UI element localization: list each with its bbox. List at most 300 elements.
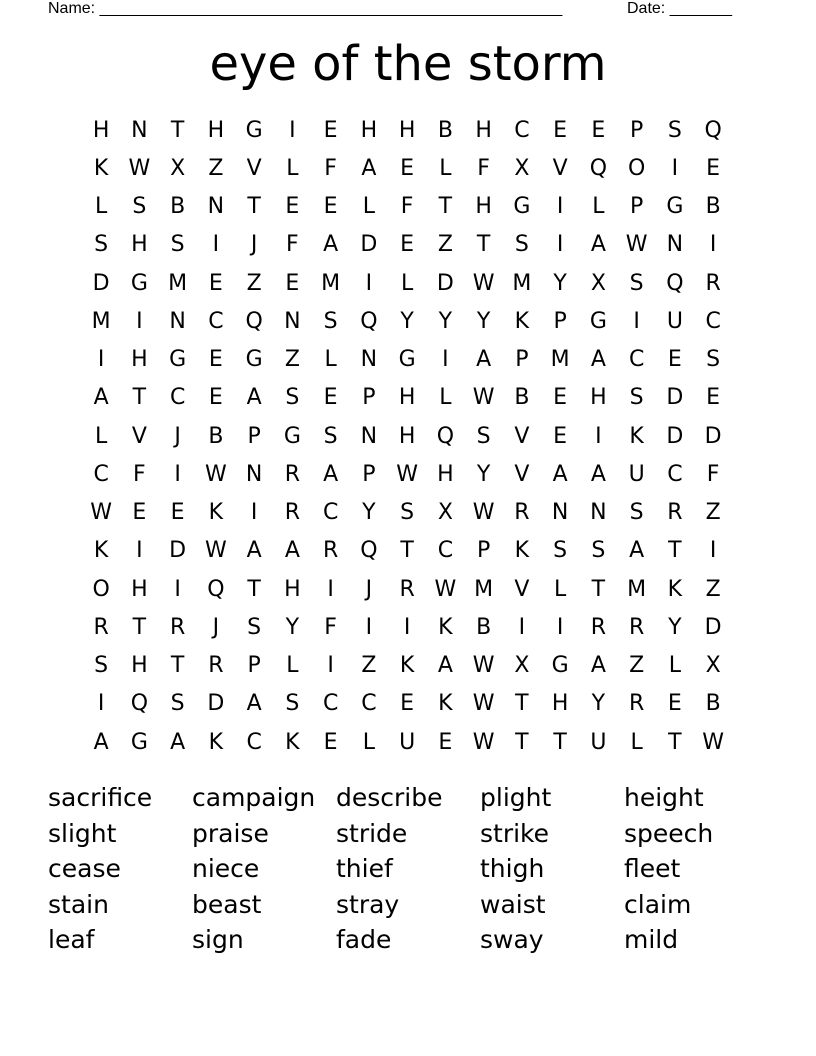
grid-cell: F xyxy=(477,155,490,181)
grid-cell: E xyxy=(170,500,185,526)
grid-cell: S xyxy=(170,691,185,717)
grid-cell: D xyxy=(704,614,722,640)
grid-cell: Q xyxy=(360,308,378,334)
grid-cell: T xyxy=(476,232,491,258)
grid-cell: E xyxy=(400,232,415,258)
grid-cell: E xyxy=(132,500,147,526)
grid-cell: T xyxy=(132,385,147,411)
word-list-item: strike xyxy=(480,818,550,848)
grid-cell: E xyxy=(323,385,338,411)
puzzle-title: eye of the storm xyxy=(209,36,607,92)
grid-cell: A xyxy=(476,347,492,373)
name-field-label: Name: ____________________________________________________ xyxy=(48,0,563,17)
grid-cell: A xyxy=(246,538,262,564)
grid-cell: P xyxy=(476,538,491,564)
word-list-item: stride xyxy=(336,818,408,848)
grid-cell: C xyxy=(246,729,262,755)
grid-cell: J xyxy=(365,576,373,602)
grid-cell: G xyxy=(513,194,531,220)
date-field-label: Date: _______ xyxy=(627,0,732,17)
grid-cell: N xyxy=(360,423,378,449)
grid-cell: Q xyxy=(360,538,378,564)
grid-cell: L xyxy=(94,194,108,220)
grid-cell: E xyxy=(591,117,606,143)
grid-cell: W xyxy=(128,155,151,181)
grid-cell: R xyxy=(284,461,301,487)
grid-cell: I xyxy=(289,117,296,143)
grid-cell: I xyxy=(403,614,411,640)
grid-cell: B xyxy=(437,117,453,143)
grid-cell: T xyxy=(553,729,567,755)
word-list-item: slight xyxy=(48,818,117,848)
grid-cell: C xyxy=(628,347,645,373)
grid-cell: C xyxy=(667,461,683,487)
grid-cell: B xyxy=(208,423,224,449)
grid-cell: I xyxy=(709,538,717,564)
word-list-item: waist xyxy=(480,889,546,919)
grid-cell: M xyxy=(474,576,494,602)
grid-cell: L xyxy=(592,194,605,220)
grid-cell: M xyxy=(550,347,570,373)
grid-cell: Y xyxy=(285,614,300,640)
grid-cell: I xyxy=(709,232,717,258)
grid-cell: I xyxy=(671,155,679,181)
grid-cell: E xyxy=(400,155,415,181)
grid-cell: E xyxy=(667,347,682,373)
grid-cell: S xyxy=(323,308,338,334)
grid-cell: E xyxy=(553,423,568,449)
grid-cell: K xyxy=(208,500,224,526)
grid-cell: H xyxy=(551,691,569,717)
grid-cell: A xyxy=(437,653,453,679)
grid-cell: R xyxy=(667,500,683,526)
grid-cell: F xyxy=(324,155,337,181)
grid-cell: M xyxy=(91,308,111,334)
word-list-item: fade xyxy=(336,925,392,954)
grid-cell: L xyxy=(439,385,452,411)
grid-cell: H xyxy=(131,232,148,258)
grid-cell: E xyxy=(706,385,721,411)
grid-cell: W xyxy=(396,461,418,487)
grid-cell: K xyxy=(514,538,530,564)
grid-cell: D xyxy=(169,538,187,564)
grid-cell: D xyxy=(666,423,684,449)
grid-cell: V xyxy=(246,155,262,181)
grid-cell: B xyxy=(705,194,721,220)
grid-cell: T xyxy=(170,653,185,679)
grid-cell: S xyxy=(629,270,644,296)
grid-cell: K xyxy=(285,729,300,755)
word-list-item: sacrifice xyxy=(48,783,153,812)
grid-cell: G xyxy=(589,308,607,334)
grid-cell: B xyxy=(514,385,530,411)
grid-cell: T xyxy=(515,729,529,755)
grid-cell: H xyxy=(475,194,492,220)
grid-cell: I xyxy=(174,576,181,602)
grid-cell: R xyxy=(628,691,645,717)
grid-cell: U xyxy=(628,461,645,487)
grid-cell: E xyxy=(667,691,682,717)
grid-cell: N xyxy=(169,308,186,334)
grid-cell: P xyxy=(515,347,529,373)
grid-cell: H xyxy=(398,423,416,449)
grid-cell: H xyxy=(131,347,148,373)
grid-cell: Z xyxy=(629,653,645,679)
grid-cell: A xyxy=(246,691,262,717)
grid-cell: Z xyxy=(705,576,721,602)
grid-cell: R xyxy=(322,538,339,564)
grid-cell: Z xyxy=(705,500,721,526)
grid-cell: I xyxy=(327,653,334,679)
grid-cell: C xyxy=(322,500,339,526)
grid-cell: K xyxy=(629,423,644,449)
grid-cell: I xyxy=(97,691,105,717)
grid-cell: W xyxy=(702,729,724,755)
grid-cell: E xyxy=(208,385,223,411)
grid-cell: E xyxy=(323,729,338,755)
grid-cell: A xyxy=(361,155,377,181)
grid-cell: K xyxy=(514,308,530,334)
grid-cell: T xyxy=(438,194,453,220)
grid-cell: N xyxy=(245,461,263,487)
grid-cell: Q xyxy=(245,308,263,334)
grid-cell: J xyxy=(250,232,258,258)
grid-cell: F xyxy=(706,461,720,487)
grid-cell: V xyxy=(552,155,568,181)
grid-cell: Y xyxy=(591,691,606,717)
grid-cell: H xyxy=(475,117,492,143)
grid-cell: R xyxy=(590,614,607,640)
grid-cell: L xyxy=(286,653,299,679)
grid-cell: I xyxy=(212,232,220,258)
grid-cell: S xyxy=(400,500,415,526)
grid-cell: L xyxy=(553,576,567,602)
grid-cell: X xyxy=(437,500,453,526)
grid-cell: W xyxy=(204,538,227,564)
grid-cell: H xyxy=(284,576,301,602)
grid-cell: C xyxy=(93,461,109,487)
letter-grid xyxy=(82,111,732,761)
grid-cell: R xyxy=(169,614,186,640)
grid-cell: W xyxy=(472,270,495,296)
grid-cell: K xyxy=(208,729,224,755)
grid-cell: I xyxy=(136,538,143,564)
grid-cell: L xyxy=(286,155,299,181)
grid-cell: E xyxy=(285,270,300,296)
grid-cell: N xyxy=(131,117,148,143)
grid-cell: T xyxy=(400,538,414,564)
grid-cell: I xyxy=(365,270,373,296)
grid-cell: A xyxy=(170,729,186,755)
grid-cell: I xyxy=(136,308,143,334)
grid-cell: O xyxy=(92,576,110,602)
grid-cell: V xyxy=(131,423,147,449)
grid-cell: T xyxy=(170,117,185,143)
word-list-item: thigh xyxy=(480,854,545,883)
grid-cell: S xyxy=(285,691,300,717)
grid-cell: E xyxy=(553,117,568,143)
grid-cell: B xyxy=(476,614,492,640)
grid-cell: S xyxy=(553,538,568,564)
grid-cell: Q xyxy=(666,270,684,296)
grid-cell: A xyxy=(590,461,606,487)
grid-cell: E xyxy=(285,194,300,220)
grid-cell: W xyxy=(472,653,495,679)
grid-cell: F xyxy=(286,232,299,258)
grid-cell: J xyxy=(212,614,220,640)
grid-cell: I xyxy=(556,614,564,640)
grid-cell: T xyxy=(668,538,682,564)
grid-cell: T xyxy=(247,576,261,602)
grid-cell: N xyxy=(551,500,569,526)
grid-cell: H xyxy=(398,385,416,411)
grid-cell: P xyxy=(362,385,376,411)
grid-cell: C xyxy=(169,385,186,411)
word-list-item: niece xyxy=(192,854,260,883)
grid-cell: X xyxy=(514,653,530,679)
grid-cell: I xyxy=(97,347,105,373)
grid-cell: M xyxy=(321,270,341,296)
grid-cell: A xyxy=(323,461,339,487)
grid-cell: P xyxy=(247,653,261,679)
grid-cell: H xyxy=(207,117,225,143)
word-list-item: stain xyxy=(48,889,109,919)
grid-cell: I xyxy=(365,614,373,640)
grid-cell: I xyxy=(327,576,334,602)
grid-cell: Q xyxy=(130,691,149,717)
grid-cell: G xyxy=(283,423,301,449)
grid-cell: A xyxy=(323,232,339,258)
grid-cell: G xyxy=(551,653,569,679)
grid-cell: R xyxy=(93,614,109,640)
grid-cell: P xyxy=(247,423,261,449)
word-list-item: stray xyxy=(336,889,400,919)
grid-cell: S xyxy=(476,423,491,449)
grid-cell: D xyxy=(207,691,225,717)
grid-cell: R xyxy=(399,576,415,602)
grid-cell: M xyxy=(168,270,188,296)
word-list-item: praise xyxy=(192,818,269,848)
word-list-item: mild xyxy=(624,925,679,954)
grid-cell: S xyxy=(247,614,262,640)
word-list-item: claim xyxy=(624,889,692,919)
grid-cell: W xyxy=(472,385,495,411)
grid-cell: W xyxy=(625,232,648,258)
word-list-item: height xyxy=(624,783,704,812)
grid-cell: P xyxy=(553,308,567,334)
grid-cell: I xyxy=(595,423,602,449)
grid-cell: V xyxy=(514,423,530,449)
grid-cell: E xyxy=(323,194,338,220)
grid-cell: C xyxy=(705,308,721,334)
grid-cell: I xyxy=(633,308,640,334)
grid-cell: W xyxy=(434,576,457,602)
grid-cell: Y xyxy=(476,461,491,487)
grid-cell: J xyxy=(174,423,181,449)
grid-cell: H xyxy=(131,653,148,679)
grid-cell: A xyxy=(93,385,109,411)
grid-cell: N xyxy=(207,194,225,220)
grid-cell: S xyxy=(514,232,529,258)
grid-cell: G xyxy=(245,347,263,373)
word-list-item: sway xyxy=(480,925,544,954)
word-list-item: thief xyxy=(336,854,393,883)
grid-cell: L xyxy=(362,729,375,755)
grid-cell: B xyxy=(170,194,186,220)
grid-cell: Z xyxy=(208,155,224,181)
grid-cell: P xyxy=(362,461,376,487)
grid-cell: D xyxy=(360,232,378,258)
grid-cell: E xyxy=(208,347,223,373)
grid-cell: D xyxy=(92,270,110,296)
grid-cell: R xyxy=(628,614,645,640)
word-list-item: cease xyxy=(48,854,121,883)
grid-cell: T xyxy=(247,194,261,220)
grid-cell: E xyxy=(706,155,721,181)
grid-cell: C xyxy=(437,538,454,564)
grid-cell: F xyxy=(133,461,146,487)
grid-cell: X xyxy=(514,155,530,181)
grid-cell: A xyxy=(552,461,568,487)
grid-cell: T xyxy=(591,576,606,602)
grid-cell: R xyxy=(705,270,721,296)
grid-cell: K xyxy=(399,653,415,679)
grid-cell: Z xyxy=(284,347,300,373)
grid-cell: C xyxy=(208,308,224,334)
grid-cell: Y xyxy=(668,614,682,640)
grid-cell: I xyxy=(442,347,449,373)
grid-cell: Q xyxy=(436,423,455,449)
grid-cell: Y xyxy=(362,500,376,526)
grid-cell: L xyxy=(362,194,375,220)
grid-cell: S xyxy=(629,500,644,526)
grid-cell: R xyxy=(284,500,301,526)
grid-cell: D xyxy=(436,270,454,296)
grid-cell: S xyxy=(323,423,338,449)
grid-cell: T xyxy=(132,614,147,640)
grid-cell: Z xyxy=(437,232,453,258)
grid-cell: W xyxy=(472,691,495,717)
grid-cell: P xyxy=(629,194,644,220)
grid-cell: H xyxy=(398,117,416,143)
word-list-item: speech xyxy=(624,818,714,848)
grid-cell: D xyxy=(704,423,722,449)
grid-cell: C xyxy=(322,691,339,717)
grid-cell: A xyxy=(629,538,645,564)
grid-cell: L xyxy=(439,155,452,181)
word-list-item: campaign xyxy=(192,783,316,812)
grid-cell: T xyxy=(668,729,682,755)
grid-cell: U xyxy=(666,308,683,334)
grid-cell: I xyxy=(518,614,526,640)
grid-cell: L xyxy=(400,270,414,296)
grid-cell: S xyxy=(706,347,721,373)
grid-cell: W xyxy=(472,500,495,526)
grid-cell: E xyxy=(438,729,453,755)
grid-cell: U xyxy=(399,729,416,755)
grid-cell: K xyxy=(93,155,109,181)
grid-cell: G xyxy=(398,347,416,373)
grid-cell: X xyxy=(590,270,606,296)
word-list-item: beast xyxy=(192,889,262,919)
grid-cell: Y xyxy=(553,270,567,296)
grid-cell: I xyxy=(556,194,564,220)
grid-cell: H xyxy=(131,576,148,602)
grid-cell: L xyxy=(324,347,337,373)
grid-cell: S xyxy=(591,538,606,564)
grid-cell: S xyxy=(132,194,147,220)
grid-cell: I xyxy=(174,461,181,487)
grid-cell: A xyxy=(590,232,606,258)
grid-cell: Y xyxy=(438,308,453,334)
grid-cell: E xyxy=(553,385,568,411)
grid-cell: Q xyxy=(589,155,608,181)
grid-cell: W xyxy=(472,729,495,755)
grid-cell: G xyxy=(169,347,187,373)
grid-cell: Q xyxy=(207,576,225,602)
grid-cell: X xyxy=(705,653,721,679)
word-list-item: sign xyxy=(192,925,244,954)
grid-cell: K xyxy=(667,576,683,602)
grid-cell: D xyxy=(666,385,684,411)
grid-cell: Q xyxy=(704,117,722,143)
grid-cell: C xyxy=(514,117,530,143)
grid-cell: S xyxy=(629,385,644,411)
grid-cell: I xyxy=(250,500,258,526)
grid-cell: E xyxy=(208,270,223,296)
grid-cell: Y xyxy=(400,308,414,334)
grid-cell: O xyxy=(627,155,646,181)
grid-cell: U xyxy=(590,729,607,755)
grid-cell: K xyxy=(438,614,453,640)
grid-cell: T xyxy=(515,691,529,717)
grid-cell: S xyxy=(667,117,682,143)
word-list xyxy=(48,780,768,958)
word-list-item: plight xyxy=(480,783,552,812)
grid-cell: P xyxy=(629,117,644,143)
grid-cell: L xyxy=(630,729,643,755)
grid-cell: W xyxy=(90,500,112,526)
grid-cell: A xyxy=(93,729,109,755)
grid-cell: S xyxy=(285,385,300,411)
grid-cell: G xyxy=(130,270,148,296)
grid-cell: E xyxy=(323,117,338,143)
worksheet-header xyxy=(48,0,748,20)
grid-cell: V xyxy=(514,576,530,602)
grid-cell: R xyxy=(514,500,530,526)
grid-cell: W xyxy=(204,461,227,487)
grid-cell: L xyxy=(668,653,681,679)
word-list-item: fleet xyxy=(624,854,681,883)
grid-cell: A xyxy=(590,653,606,679)
grid-cell: M xyxy=(512,270,532,296)
grid-cell: L xyxy=(94,423,108,449)
grid-cell: C xyxy=(361,691,377,717)
grid-cell: N xyxy=(590,500,607,526)
grid-cell: E xyxy=(400,691,415,717)
grid-cell: Z xyxy=(361,653,377,679)
grid-cell: B xyxy=(705,691,721,717)
grid-cell: S xyxy=(94,232,109,258)
grid-cell: H xyxy=(360,117,378,143)
grid-cell: M xyxy=(627,576,647,602)
grid-cell: N xyxy=(360,347,378,373)
grid-cell: F xyxy=(400,194,414,220)
grid-cell: X xyxy=(170,155,186,181)
grid-cell: Z xyxy=(246,270,262,296)
grid-cell: A xyxy=(590,347,606,373)
grid-cell: K xyxy=(93,538,109,564)
